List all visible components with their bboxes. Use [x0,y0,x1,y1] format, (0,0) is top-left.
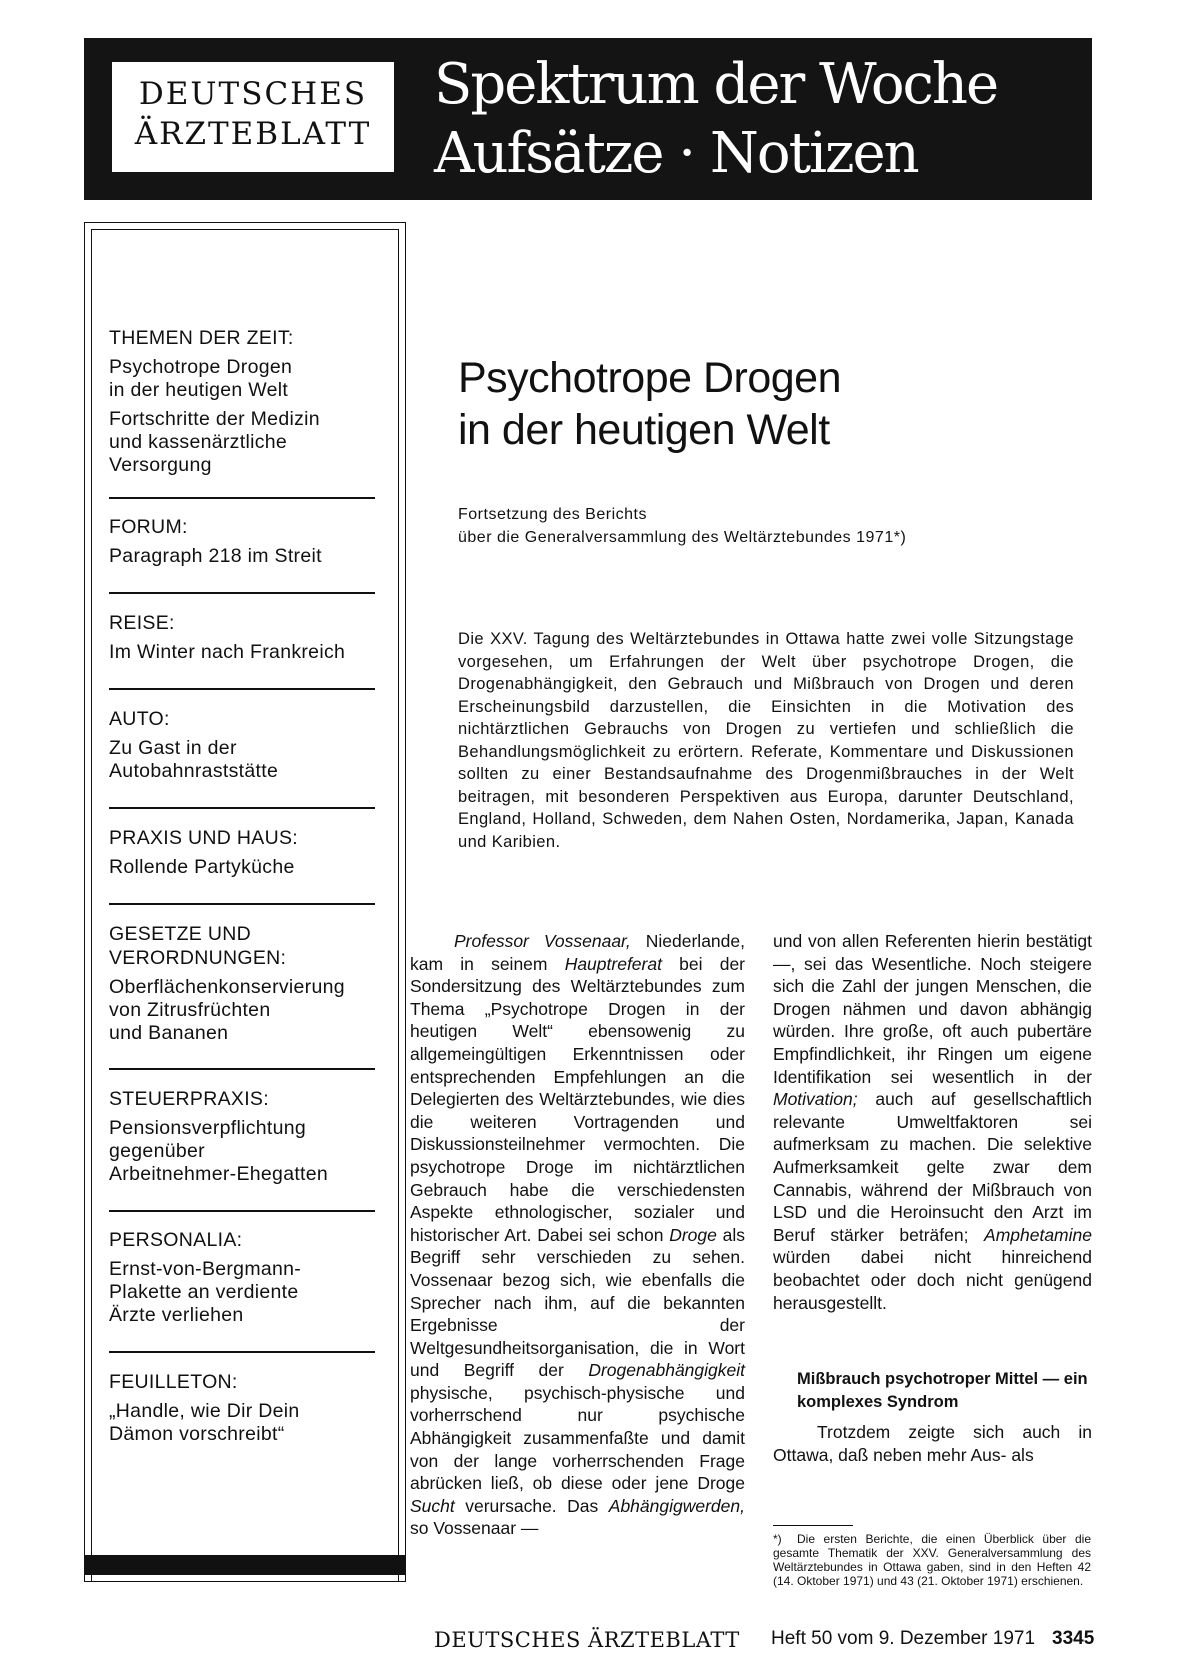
text-italic: Amphetamine [984,1224,1092,1245]
text-italic: Abhängigwerden, [608,1495,745,1516]
sidebar-section-praxis [109,826,379,879]
section-divider [109,807,375,809]
footnote [773,1532,1091,1588]
text-run: verursache. Das [454,1495,609,1516]
text-run: bei der Sondersitzung des Weltärztebundes zum Thema „Psychotrope Drogen in der heutigen Welt“ ebensowenig zu allgemeingültigen Erkenntnissen oder entsprechenden Empfehlungen an die Delegierten des Weltärztebundes, wie dies die weiteren Vortragenden und Diskussionsteilnehmer vermochten. Die psychotrope Droge im nichtärztlichen Gebrauch habe die verschiedensten Aspekte ethnologischer, sozialer und historischer Art. Dabei sei schon [410,953,746,1245]
sidebar-bottom-bar [84,1555,406,1575]
section-heading: FEUILLETON: [109,1371,238,1393]
article-title [458,352,841,456]
section-heading: THEMEN DER ZEIT: [109,327,294,349]
section-divider [109,688,375,690]
article-subtitle-line-1: Fortsetzung des Berichts [458,506,647,523]
sidebar-section-feuilleton [109,1370,379,1446]
text-italic: Hauptreferat [564,953,662,974]
sidebar-section-themen [109,326,379,477]
text-italic: Professor Vossenaar, [454,931,631,951]
text-run: so Vossenaar — [410,1518,539,1539]
body-column-2 [773,930,1092,1314]
section-item[interactable]: „Handle, wie Dir Dein Dämon vorschreibt“ [109,1400,300,1445]
section-item[interactable]: Oberflächenkonservierung von Zitrusfrüchten und Bananen [109,976,345,1044]
footnote-rule [773,1525,853,1526]
section-heading: GESETZE UND VERORDNUNGEN: [109,923,287,969]
body-column-1 [410,930,745,1540]
section-divider [109,592,375,594]
section-item[interactable]: Ernst-von-Bergmann- Plakette an verdiente Ärzte verliehen [109,1258,302,1326]
sidebar-section-reise [109,611,379,664]
page-number: 3345 [1052,1628,1095,1649]
article-subtitle [458,503,906,549]
logo-line-1: DEUTSCHES [138,76,368,112]
footnote-marker: *) [773,1532,782,1546]
footer-publication-name: DEUTSCHES ÄRZTEBLATT [434,1628,740,1652]
section-heading: REISE: [109,612,175,634]
section-item[interactable]: Rollende Partyküche [109,856,295,878]
text-run: physische, psychisch-physische und vorherrschend nur psychische Abhängigkeit zusammenfaßte und damit von der lange vorherrschenden Frage abrücken ließ, ob diese oder jene Droge [410,1382,745,1494]
section-item[interactable]: Paragraph 218 im Streit [109,545,322,567]
section-item[interactable]: Zu Gast in der Autobahnraststätte [109,737,279,782]
sidebar-section-auto [109,707,379,783]
text-run: würden dabei nicht hinreichend beobachtet oder doch nicht genügend herausgestellt. [773,1247,1092,1313]
masthead-banner [84,38,1092,200]
section-heading: STEUERPRAXIS: [109,1088,269,1110]
section-divider [109,1210,375,1212]
section-title-line-2: Aufsätze · Notizen [434,121,918,186]
article-title-line-1: Psychotrope Drogen [458,354,841,402]
section-divider [109,497,375,499]
section-item[interactable]: Pensionsverpflichtung gegenüber Arbeitnehmer-Ehegatten [109,1117,329,1185]
text-run: Niederlande, kam in seinem [410,931,745,974]
text-italic: Drogenabhängigkeit [588,1360,745,1381]
section-heading: PERSONALIA: [109,1229,243,1251]
footnote-text: Die ersten Berichte, die einen Überblick über die gesamte Thematik der XXV. Generalversammlung des Weltärztebundes in Ottawa gaben, sind in den Heften 42 (14. Oktober 1971) und 43 (21. Oktober 1971) erschienen. [773,1532,1091,1588]
sidebar-section-steuerpraxis [109,1087,379,1186]
section-divider [109,1068,375,1070]
section-item[interactable]: Psychotrope Drogen in der heutigen Welt [109,356,293,401]
text-italic: Sucht [410,1495,455,1516]
publication-logo [112,62,394,172]
section-item[interactable]: Im Winter nach Frankreich [109,641,346,663]
sidebar-section-forum [109,515,379,568]
section-item[interactable]: Fortschritte der Medizin und kassenärztliche Versorgung [109,408,320,476]
article-title-line-2: in der heutigen Welt [458,406,830,454]
body-column-2-continued [773,1421,1092,1466]
section-heading: AUTO: [109,708,170,730]
article-subtitle-line-2: über die Generalversammlung des Weltärztebundes 1971*) [458,529,907,546]
logo-line-2: ÄRZTEBLATT [134,116,372,152]
text-italic: Droge [669,1224,717,1245]
text-run: und von allen Referenten hierin bestätigt —, sei das Wesentliche. Noch steigere sich die Zahl der jungen Menschen, die Drogen nähmen und davon abhängig würden. Ihre große, oft auch pubertäre Empfindlichkeit, ihr Ringen um eigene Identifikation sei wesentlich in der [773,931,1092,1087]
section-divider [109,1351,375,1353]
article-subheading: Mißbrauch psychotroper Mittel — ein komplexes Syndrom [797,1370,1088,1411]
section-divider [109,903,375,905]
section-heading: FORUM: [109,516,188,538]
sidebar-section-gesetze [109,922,379,1045]
text-run: Trotzdem zeigte sich auch in Ottawa, daß neben mehr Aus- als [773,1422,1092,1465]
text-run: als Begriff sehr verschieden zu sehen. Vossenaar bezog sich, wie ebenfalls die Sprecher nach ihm, auf die bekannten Ergebnisse der Weltgesundheitsorganisation, die in Wort und Begriff der [410,1224,745,1381]
section-heading: PRAXIS UND HAUS: [109,827,299,849]
footer-issue-info: Heft 50 vom 9. Dezember 1971 [771,1628,1036,1649]
text-run: auch auf gesellschaftlich relevante Umweltfaktoren sei aufmerksam zu machen. Die selektive Aufmerksamkeit gelte zwar dem Cannabis, während der Mißbrauch von LSD und die Heroinsucht den Arzt im Beruf stärker beträfen; [773,1089,1092,1245]
section-title-line-1: Spektrum der Woche [434,52,998,117]
text-italic: Motivation; [773,1089,858,1110]
sidebar-section-personalia [109,1228,379,1327]
article-lead: Die XXV. Tagung des Weltärztebundes in Ottawa hatte zwei volle Sitzungstage vorgesehen, um Erfahrungen der Welt über psychotrope Drogen, die Drogenabhängigkeit, den Gebrauch und Mißbrauch von Drogen und deren Erscheinungsbild darzustellen, die Einsichten in die Motivation des nichtärztlichen Gebrauchs von Drogen zu vertiefen und schließlich die Behandlungsmöglichkeit zu erörtern. Referate, Kommentare und Diskussionen sollten zu einer Bestandsaufnahme des Drogenmißbrauches in der Welt beitragen, mit besonderen Perspektiven aus Europa, darunter Deutschland, England, Holland, Schweden, dem Nahen Osten, Nordamerika, Japan, Kanada und Karibien. [458,630,1074,851]
